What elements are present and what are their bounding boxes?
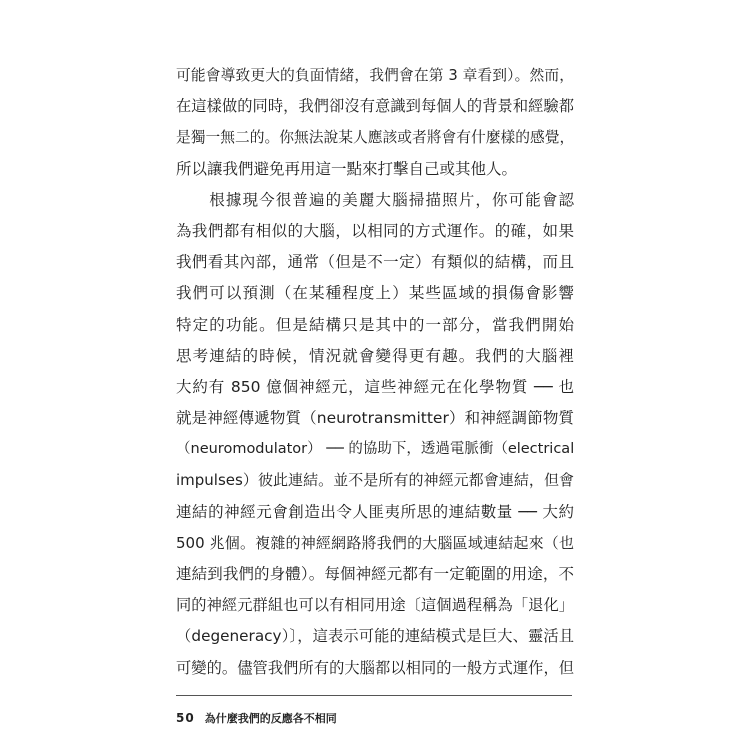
text-line: 我們看其內部，通常（但是不一定）有類似的結構，而且: [176, 253, 574, 272]
text-line: 我們可以預測（在某種程度上）某些區域的損傷會影響: [176, 284, 574, 303]
text-line: （neuromodulator） ── 的協助下，透過電脈衝（electrical: [176, 441, 575, 458]
text-line: 可變的。儘管我們所有的大腦都以相同的一般方式運作，但: [176, 658, 574, 677]
text-line: （degeneracy）〕，這表示可能的連結模式是巨大、靈活且: [176, 627, 574, 646]
text-line: 同的神經元群組也可以有相同用途〔這個過程稱為「退化」: [176, 596, 574, 615]
running-title: 為什麼我們的反應各不相同: [204, 712, 337, 725]
text-line: 根據現今很普遍的美麗大腦掃描照片，你可能會認: [176, 190, 574, 209]
text-line: impulses）彼此連結。並不是所有的神經元都會連結，但會: [176, 471, 574, 490]
text-line: 500 兆個。複雜的神經網路將我們的大腦區域連結起來（也: [176, 533, 574, 552]
text-line: 就是神經傳遞物質（neurotransmitter）和神經調節物質: [176, 409, 574, 428]
footer-divider: [176, 695, 572, 696]
text-line: 是獨一無二的。你無法說某人應該或者將會有什麼樣的感覺，: [176, 129, 575, 147]
body-text: [176, 60, 574, 684]
text-line: 大約有 850 億個神經元，這些神經元在化學物質 ── 也: [176, 377, 574, 396]
text-line: 為我們都有相似的大腦，以相同的方式運作。的確，如果: [176, 221, 574, 240]
page-number: 50: [176, 711, 195, 725]
text-line: 連結的神經元會創造出令人匪夷所思的連結數量 ── 大約: [176, 502, 574, 521]
text-line: 可能會導致更大的負面情緒，我們會在第 3 章看到）。然而，: [176, 67, 574, 84]
text-line: 連結到我們的身體）。每個神經元都有一定範圍的用途，不: [176, 565, 574, 583]
text-line: 在這樣做的同時，我們卻沒有意識到每個人的背景和經驗都: [176, 97, 574, 116]
text-line: 特定的功能。但是結構只是其中的一部分，當我們開始: [176, 315, 574, 334]
text-line: 思考連結的時候，情況就會變得更有趣。我們的大腦裡: [176, 346, 574, 365]
page-footer: [176, 710, 337, 726]
text-line: 所以讓我們避免再用這一點來打擊自己或其他人。: [176, 159, 518, 178]
